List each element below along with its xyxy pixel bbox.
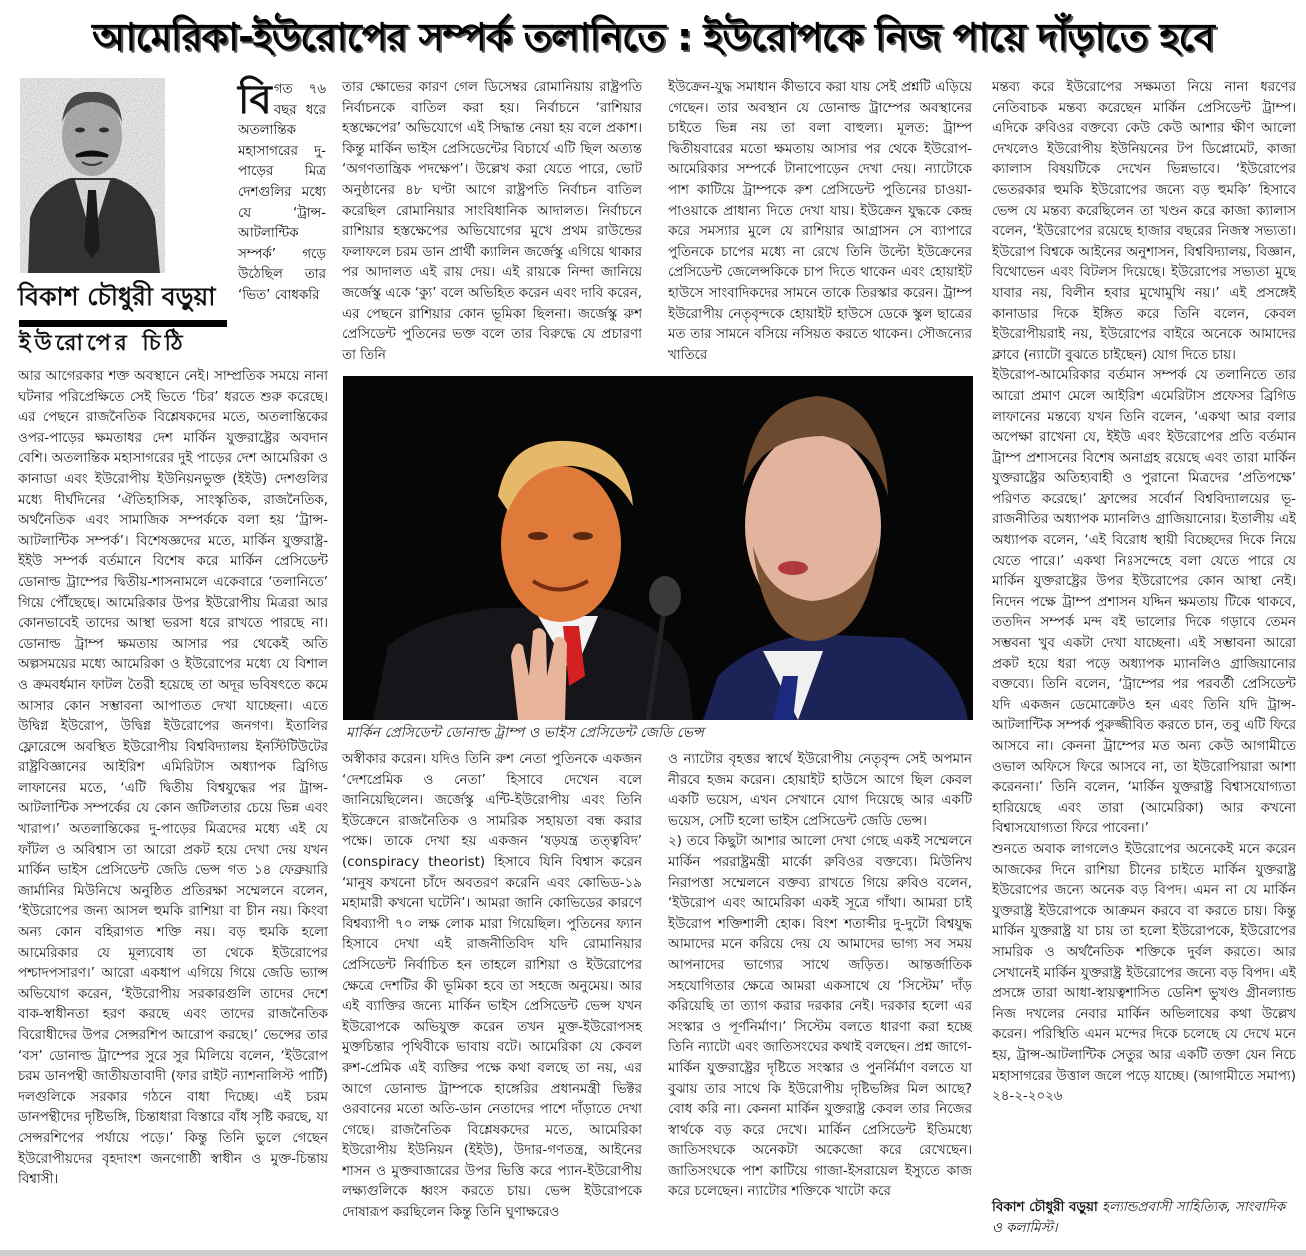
intro-paragraph bbox=[238, 77, 326, 307]
dropcap: বি bbox=[238, 77, 272, 123]
paragraph: ইউক্রেন-যুদ্ধ সমাধান কীভাবে করা যায় সেই প্রশ্নটি এড়িয়ে গেছেন। তার অবস্থান যে ডোনাল্ড ট্রাম্পের অবস্থানের চাইতে ভিন্ন নয় তা বলা বাহুল্য। মূলত: ট্রাম্প দ্বিতীয়বারের মতো ক্ষমতায় আসার পর থেকে ইউরোপ-আমেরিকার সম্পর্কে টানাপোড়েন দেখা দেয়। ন্যাটোকে পাশ কাটিয়ে ট্রাম্পকে রুশ প্রেসিডেন্ট পুতিনের চাওয়া-পাওয়াকে প্রাধান্য দিতে দেখা যায়। ইউক্রেন যুদ্ধকে কেন্দ্র করে সমস্যার মুলে যে রাশিয়ার আগ্রাসন সে ব্যাপারে পুতিনকে চাপের মধ্যে না রেখে তিনি উল্টো ইউক্রেনের প্রেসিডেন্ট জেলেন্সকিকে চাপ দিতে থাকেন এবং হোয়াইট হাউসে সাংবাদিকদের সামনে তাকে তিরস্কার করেন। ট্রাম্প ইউরোপীয় নেতৃবৃন্দকে হোয়াইট হাউসে ডেকে স্কুল ছাত্রের মত তার সামনে বসিয়ে নসিয়ত করতে থাকেন। সৌজন্যের খাতিরে bbox=[668, 80, 972, 363]
author-byline bbox=[992, 1198, 1296, 1244]
paragraph: মন্তব্য করে ইউরোপের সক্ষমতা নিয়ে নানা ধরণের নেতিবাচক মন্তব্য করেছেন মার্কিন প্রেসিডেন্ট ট্রাম্প। এদিকে রুবিওর বক্তব্যে কেউ কেউ আশার ক্ষীণ আলো দেখলেও ইউরোপীয় ইউনিয়নের টপ ডিপ্লোমেট, কাজা ক্যালাস বিষয়টিকে দেখেন ভিন্নভাবে। ‘ইউরোপের ভেতরকার হুমকি ইউরোপের জন্যে বড় হুমকি’ হিসাবে ভেন্স যে মন্তব্য করেছিলেন তা খণ্ডন করে কাজা ক্যালাস বলেন, ‘ইউরোপের রয়েছে হাজার বছরের নিজস্ব সভ্যতা। ইউরোপ বিশ্বকে আইনের অনুশাসন, বিশ্ববিদ্যালয়, বিজ্ঞান, বিথোভেন এবং বিটলস দিয়েছে। ইউরোপের সভ্যতা মুছে যাবার নয়, বিলীন হবার মুখোমুখি নয়।’ এই প্রসঙ্গেই কানাডার দিকে ইঙ্গিত করে তিনি বলেন, কেবল ইউরোপীয়রাই নয়, ইউরোপের বাইরে অনেকে আমাদের ক্লাবে (ন্যাটো বুঝতে চাইছেন) যোগ দিতে চায়। bbox=[992, 80, 1296, 363]
paragraph: ২) তবে কিছুটা আশার আলো দেখা গেছে একই সম্মেলনে মার্কিন পররাষ্ট্রমন্ত্রী মার্কো রুবিওর বক্তব্যে। মিউনিখ নিরাপত্তা সম্মেলনে বক্তব্য রাখতে গিয়ে রুবিও বলেন, ‘ইউরোপ এবং আমেরিকা একই সূত্রে গাঁথা। আমরা চাই ইউরোপ শক্তিশালী হোক। বিংশ শতাব্দীর দু-দুটো বিশ্বযুদ্ধ আমাদের মনে করিয়ে দেয় যে আমাদের ভাগ্য সব সময় আপনাদের ভাগ্যের সাথে জড়িত। আন্তর্জাতিক সহযোগিতার ক্ষেত্রে আমরা একসাথে যে ‘সিস্টেম’ দাঁড় করিয়েছি তা ত্যাগ করার দরকার নেই। দরকার হলো এর সংস্কার ও পূর্ণনির্মাণ।’ সিস্টেম বলতে ধারণা করা হচ্ছে তিনি ন্যাটো এবং জাতিসংঘের কথাই বলছেন। প্রশ্ন জাগে- মার্কিন যুক্তরাষ্ট্রের দৃষ্টিতে সংস্কার ও পুনর্নির্মাণ বলতে যা বুঝায় তার সাথে কি ইউরোপীয় দৃষ্টিভঙ্গির মিল আছে? বোধ করি না। কেননা মার্কিন যুক্তরাষ্ট্র কেবল তার নিজের স্বার্থকে বড় করে দেখে। মার্কিন প্রেসিডেন্ট ইতিমধ্যে জাতিসংঘকে অনেকটা অকেজো করে রেখেছেন। জাতিসংঘকে পাশ কাটিয়ে গাজা-ইসরায়েল ইস্যুতে কাজ করে চলেছেন। ন্যাটোর শক্তিকে খাটো করে bbox=[668, 834, 972, 1200]
page-bottom-border bbox=[0, 1250, 1306, 1256]
byline-description: হল্যান্ডপ্রবাসী সাহিত্যিক, সাংবাদিক ও কলামিস্ট। bbox=[992, 1200, 1286, 1236]
paragraph: তার ক্ষোভের কারণ গেল ডিসেম্বর রোমানিয়ায় রাষ্ট্রপতি নির্বাচনকে বাতিল করা হয়। নির্বাচনে ‘রাশিয়ার হস্তক্ষেপের’ অভিযোগে এই সিদ্ধান্ত নেয়া হয় বলে প্রকাশ। কিন্তু মার্কিন ভাইস প্রেসিডেন্টের বিচার্যে এটি ছিল অত্যন্ত ‘অগণতান্ত্রিক পদক্ষেপ’। উল্লেখ করা যেতে পারে, ভোট অনুষ্ঠানের ৪৮ ঘণ্টা আগে রাষ্ট্রপতি নির্বাচন বাতিল করেছিল রোমানিয়ার সাংবিধানিক আদালত। নির্বাচনে রাশিয়ার হস্তক্ষেপের অভিযোগের মুখে প্রথম রাউন্ডের ফলাফলে চরম ডান প্রার্থী ক্যালিন জর্জেস্কু এগিয়ে থাকার পর আদালত এই রায় দেয়। এই রায়কে নিন্দা জানিয়ে জর্জেস্কু একে ‘ক্যু’ বলে অভিহিত করেন এবং দাবি করেন, এর পেছনে রাশিয়ার কোন ভূমিকা ছিলনা। জর্জেস্কু রুশ প্রেসিডেন্ট পুতিনের ভক্ত বলে তার বিরুদ্ধে যে প্রচারণা তা তিনি bbox=[342, 80, 642, 363]
article-column-4 bbox=[992, 78, 1296, 1198]
author-portrait-image bbox=[20, 78, 165, 273]
column-title: ইউরোপের চিঠি bbox=[19, 331, 187, 356]
paragraph: অস্বীকার করেন। যদিও তিনি রুশ নেতা পুতিনকে একজন ‘দেশপ্রেমিক ও নেতা’ হিসাবে দেখেন বলে জানিয়েছিলেন। জর্জেস্কু এন্টি-ইউরোপীয় এবং তিনি ইউক্রেনে রাজনৈতিক ও সামরিক সহায়তা বন্ধ করার পক্ষে। তাকে দেখা হয় একজন ‘ষড়যন্ত্র তত্ত্ববিদ’ (conspiracy theorist) হিসাবে যিনি বিশ্বাস করেন ‘মানুষ কখনো চাঁদে অবতরণ করেনি এবং কোভিড-১৯ মহামারী কখনো ঘটেনি’। আমরা জানি কোভিডের কারণে বিশ্বব্যাপী ৭০ লক্ষ লোক মারা গিয়েছিল। পুতিনের ফ্যান হিসাবে দেখা এই রাজনীতিবিদ যদি রোমানিয়ার প্রেসিডেন্ট নির্বাচিত হন তাহলে রাশিয়া ও ইউরোপের ক্ষেত্রে দেশটির কী ভূমিকা হবে তা সহজে অনুমেয়। আর এই ব্যাক্তির জন্যে মার্কিন ভাইস প্রেসিডেন্ট ভেন্স যখন ইউরোপকে অভিযুক্ত করেন তখন মুক্ত-ইউরোপসহ মুক্তচিন্তার পৃথিবীকে ভাবায় বটে। আমেরিকা যে কেবল রুশ-প্রেমিক এই ব্যক্তির পক্ষে কথা বলছে তা নয়, এর আগে ডোনাল্ড ট্রাম্পকে হাঙ্গেরির প্রধানমন্ত্রী ভিক্টর ওরবানের মতো অতি-ডান নেতাদের পাশে দাঁড়াতে দেখা গেছে। রাজনৈতিক বিশ্লেষকদের মতে, আমেরিকা ইউরোপীয় ইউনিয়ন (ইইউ), উদার-গণতন্ত্র, আইনের শাসন ও মুক্তবাজারের উপর ভিত্তি করে প্যান-ইউরোপীয় লক্ষ্যগুলিকে ধ্বংস করতে চায়। ভেন্স ইউরোপকে দোষারূপ করছিলেন কিন্তু তিনি ঘুণাক্ষরেও bbox=[342, 752, 642, 1221]
intro-text: গত ৭৬ বছর ধরে অতলান্তিক মহাসাগরের দু-পাড়ের মিত্র দেশগুলির মধ্যে যে ‘ট্রান্স-আটলান্টিক সম্পর্ক’ গড়ে উঠেছিল তার ‘ভিত’ বোধকরি bbox=[238, 82, 326, 303]
photo-caption: মার্কিন প্রেসিডেন্ট ডোনাল্ড ট্রাম্প ও ভাইস প্রেসিডেন্ট জেডি ভেন্স bbox=[346, 725, 704, 741]
paragraph: ইউরোপ-আমেরিকার বর্তমান সম্পর্ক যে তলানিতে তার আরো প্রমাণ মেলে আইরিশ এমেরিটাস প্রফেসর ব্রিগিড লাফানের মন্তব্যে যখন তিনি বলেন, ‘একথা আর বলার অপেক্ষা রাখেনা যে, ইইউ এবং ইউরোপের প্রতি বর্তমান ট্রাম্প প্রশাসনের বিশেষ অনাগ্রহ রয়েছে এবং তারা মার্কিন যুক্তরাষ্ট্রের অতিহ্যবাহী ও পুরানো মিত্রদের ‘প্রতিপক্ষে’ পরিণত করেছে।’ ফ্রান্সের সর্বোর্ন বিশ্ববিদ্যালয়ের ভূ-রাজনীতির অধ্যাপক ম্যানলিও গ্রাজিয়ানোর। ইতালীয় এই অধ্যাপক বলেন, ‘এই বিরোধ স্থায়ী বিচ্ছেদের দিকে নিয়ে যেতে পারে।’ একথা নিঃসন্দেহে বলা যেতে পারে যে মার্কিন যুক্তরাষ্ট্রের উপর ইউরোপের কোন আস্থা নেই। নিদেন পক্ষে ট্রাম্প প্রশাসন যদ্দিন ক্ষমতায় টিকে থাকবে, ততদিন সম্পর্ক মন্দ বই ভালোর দিকে গড়াবে তেমন সম্ভবনা খুব একটা দেখা যাচ্ছেনা। এই সম্ভাবনা আরো প্রকট হয়ে ধরা পড়ে অধ্যাপক ম্যানলিও গ্রাজিয়ানোর বক্তব্যে। তিনি বলেন, ‘ট্রাম্পের পর পরবর্তী প্রেসিডেন্ট যদি একজন ডেমোক্রেটও হন এবং তিনি যদি ট্রান্স-আটলান্টিক সম্পর্ক পুরুজ্জীবিত করতে চান, তবু এটি ফিরে আসবে না। কেননা ট্রাম্পের মত অন্য কেউ আগামীতে ওভাল অফিসে ফিরে আসবে না, তা ইউরোপিয়ারা আশা করেননা।’ তিনি বলেন, ‘মার্কিন যুক্তরাষ্ট্র বিশ্বাসযোগ্যতা হারিয়েছে এবং তারা (আমেরিকা) আর কখনো বিশ্বাসযোগ্যতা ফিরে পাবেনা।’ bbox=[992, 368, 1296, 837]
paragraph: ও ন্যাটোর বৃহত্তর স্বার্থে ইউরোপীয় নেতৃবৃন্দ সেই অপমান নীরবে হজম করেন। হোয়াইট হাউসে আগে ছিল কেবল একটি ভয়েস, এখন সেখানে যোগ দিয়েছে আর একটি ভয়েস, সেটি হলো ভাইস প্রেসিডেন্ট জেডি ভেন্স। bbox=[668, 752, 972, 829]
paragraph: শুনতে অবাক লাগলেও ইউরোপের অনেকেই মনে করেন আজকের দিনে রাশিয়া চীনের চাইতে মার্কিন যুক্তরাষ্ট্র ইউরোপের জন্যে অনেক বড় বিপদ। এমন না যে মার্কিন যুক্তরাষ্ট্র ইউরোপকে আক্রমন করবে বা করতে চায়। কিন্তু মার্কিন যুক্তরাষ্ট্র যা চায় তা হলো ইউরোপকে, ইউরোপের সামরিক ও অর্থনৈতিক শক্তিকে দুর্বল করতে। আর সেখানেই মার্কিন যুক্তরাষ্ট্র ইউরোপের জন্যে বড় বিপদ। এই প্রসঙ্গে তারা আধা-স্বায়ত্বশাসিত ডেনিশ ভুখণ্ড গ্রীনল্যান্ড নিজ দখলের নেবার মার্কিন অভিলাষের কথা উল্লেখ করেন। পরিস্থিতি এমন মন্দের দিকে চলেছে যে দেখে মনে হয়, ট্রান্স-আটলান্টিক সেতুর আর একটি তক্তা যেন নিচে মহাসাগরের উত্তাল জলে পড়ে যাচ্ছে। (আগামীতে সমাপ্য) ২৪-২-২০২৬ bbox=[992, 841, 1296, 1105]
article-column-3-bottom bbox=[668, 750, 972, 1247]
author-divider bbox=[19, 320, 227, 327]
article-column-2-top bbox=[342, 78, 642, 370]
article-column-2-bottom bbox=[342, 750, 642, 1247]
news-photo bbox=[343, 376, 973, 720]
article-column-1 bbox=[18, 367, 328, 1247]
byline-name: বিকাশ চৌধুরী বড়ুয়া bbox=[992, 1200, 1098, 1215]
photo-trump-vance bbox=[343, 376, 973, 720]
headline: আমেরিকা-ইউরোপের সম্পর্ক তলানিতে : ইউরোপকে নিজ পায়ে দাঁড়াতে হবে bbox=[92, 15, 1214, 59]
author-portrait bbox=[20, 78, 165, 273]
article-column-3-top bbox=[668, 78, 972, 370]
paragraph: আর আগেরকার শক্ত অবস্থানে নেই। সাম্প্রতিক সময়ে নানা ঘটনার পরিপ্রেক্ষিতে সেই ভিতে ‘চির’ ধরতে শুরু করেছে। এর পেছনে রাজনৈতিক বিশ্লেষকদের মতে, অতলান্তিকের ওপর-পাড়ের ক্ষমতাধর দেশ মার্কিন যুক্তরাষ্ট্রের অবদান বেশি। অতলান্তিক মহাসাগরের দুই পাড়ের দেশ আমেরিকা ও কানাডা এবং ইউরোপীয় ইউনিয়নভুক্ত (ইইউ) দেশগুলির মধ্যে দীর্ঘদিনের ‘ঐতিহাসিক, সাংস্কৃতিক, রাজনৈতিক, অর্থনৈতিক এবং সামাজিক সম্পর্ককে বলা হয় ‘ট্রান্স-আটলান্টিক সম্পর্ক’। বিশেষজ্ঞদের মতে, মার্কিন যুক্তরাষ্ট্র-ইইউ সম্পর্ক বর্তমানে বিশেষ করে মার্কিন প্রেসিডেন্ট ডোনাল্ড ট্রাম্পের দ্বিতীয়-শাসনামলে একেবারে ‘তলানিতে’ গিয়ে পৌঁছেছে। আমেরিকার উপর ইউরোপীয় মিত্ররা আর কোনভাবেই তাদের আস্থা ভরসা ধরে রাখতে পারছে না। ডোনাল্ড ট্রাম্প ক্ষমতায় আসার পর থেকেই অতি অল্পসময়ের মধ্যে আমেরিকা ও ইউরোপের মধ্যে যে বিশাল ও ক্রমবর্ধমান ফাটল তৈরী হয়েছে তা অদূর ভবিষৎতে কমে আসার কোন সম্ভাবনা আপাতত দেখা যাচ্ছেনা। এতে উদ্বিগ্ন ইউরোপ, উদ্বিগ্ন ইউরোপের জনগণ। ইতালির ফ্লোরেন্সে অবস্থিত ইউরোপীয় বিশ্ববিদ্যালয় ইনস্টিটিউটের রাষ্ট্রবিজ্ঞানের আইরিশ এমিরিটাস অধ্যাপক ব্রিগিড লাফানের মতে, ‘এটি দ্বিতীয় বিশ্বযুদ্ধের পর ট্রান্স-আটলান্টিক সম্পর্কের যে কোন জটিলতার চেয়ে ভিন্ন এবং খারাপ।’ অতলান্তিকের দু-পাড়ের মিত্রদের মধ্যে এই যে ফাঁটল ও অবিশ্বাস তা আরো প্রকট হয়ে দেখা দেয় যখন মার্কিন ভাইস প্রেসিডেন্ট জেডি ভেন্স গত ১৪ ফেব্রুয়ারি জার্মানির মিউনিখে অনুষ্ঠিত প্রতিরক্ষা সম্মেলনে বলেন, ‘ইউরোপের জন্য আসল হুমকি রাশিয়া বা চীন নয়। কিংবা অন্য কোন বহিরাগত শক্তি নয়। বড় হুমকি হলো আমেরিকার যে মূল্যবোধ তা থেকে ইউরোপের পশ্চাদপসারণ।’ আরো একধাপ এগিয়ে গিয়ে জেডি ভ্যান্স অভিযোগ করেন, ‘ইউরোপীয় সরকারগুলি তাদের দেশে বাক-স্বাধীনতা হরণ করছে এবং তাদের রাজনৈতিক বিরোধীদের উপর সেন্সরশিপ আরোপ করছে।’ ভেন্সের তার ‘বস’ ডোনাল্ড ট্রাম্পের সুরে সুর মিলিয়ে বলেন, ‘ইউরোপ চরম ডানপন্থী জাতীয়তাবাদী (ফার রাইট ন্যাশনালিস্ট পার্টি) দলগুলিকে সরকার গঠনে বাধা দিচ্ছে। এই চরম ডানপন্থীদের দৃষ্টিভঙ্গি, চিন্তাধারা বিস্তারে বাঁধ সৃষ্টি করছে, যা সেন্সরশিপের পর্যায়ে পড়ে।’ কিন্তু তিনি ভুলে গেছেন ইউরোপীয়দের বৃহদাংশ জনগোষ্ঠী স্বাধীন ও মুক্ত-চিন্তায় বিশ্বাসী। bbox=[18, 369, 328, 1188]
author-name: বিকাশ চৌধুরী বড়ুয়া bbox=[18, 282, 216, 311]
